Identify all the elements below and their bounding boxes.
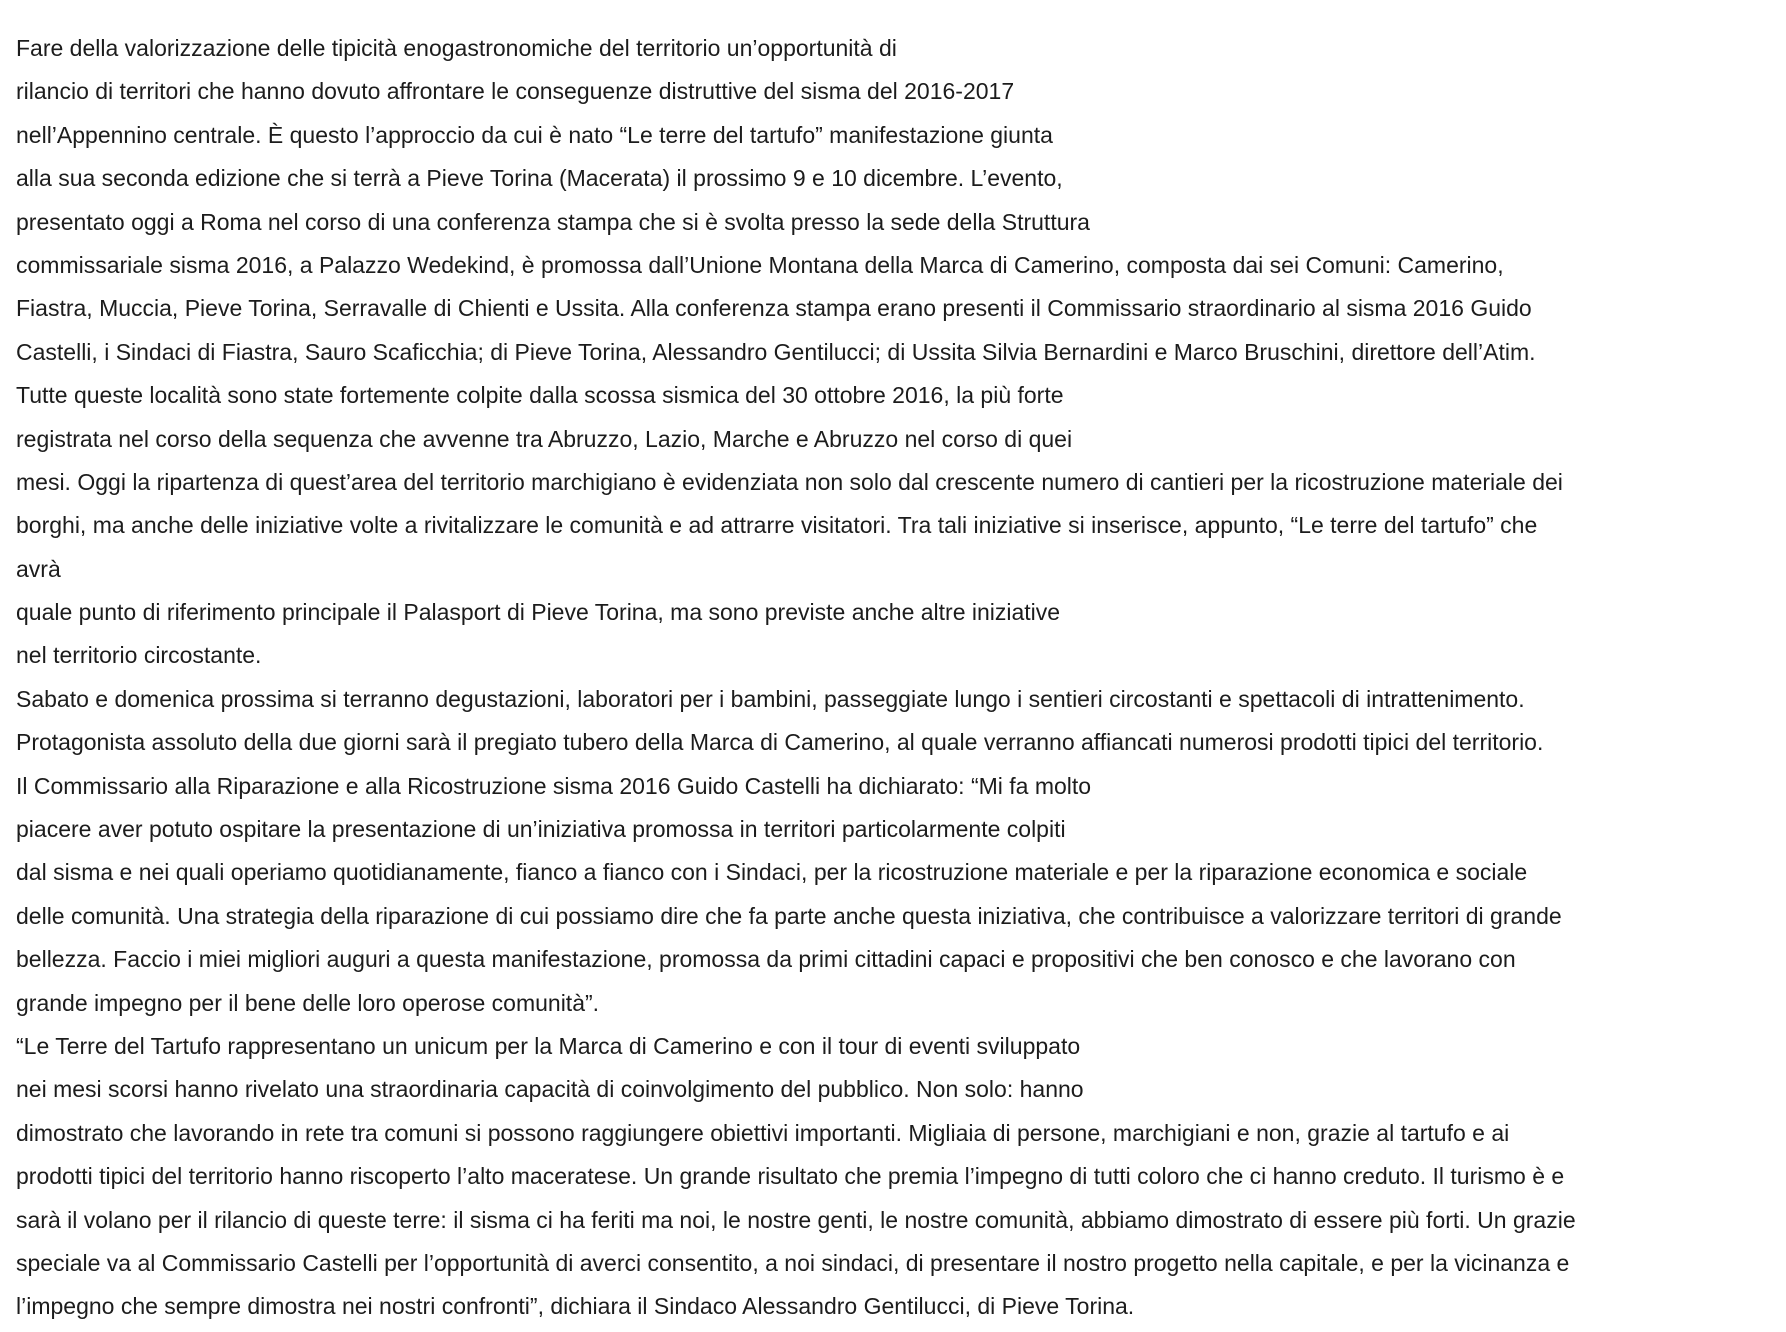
text-line: delle comunità. Una strategia della riparazione di cui possiamo dire che fa parte anche questa iniziativa, che contribuisce a valorizzare territori di grande (16, 902, 1562, 929)
text-line: borghi, ma anche delle iniziative volte a rivitalizzare le comunità e ad attrarre visitatori. Tra tali iniziative si inserisce, appunto, “Le terre del tartufo” che (16, 512, 1538, 539)
text-line: quale punto di riferimento principale il Palasport di Pieve Torina, ma sono previste anche altre iniziative (16, 599, 1061, 626)
text-line: grande impegno per il bene delle loro operose comunità”. (16, 989, 600, 1016)
text-line: Castelli, i Sindaci di Fiastra, Sauro Scaficchia; di Pieve Torina, Alessandro Gentilucci; di Ussita Silvia Bernardini e Marco Bruschini, direttore dell’Atim. (16, 338, 1536, 365)
text-line: Protagonista assoluto della due giorni sarà il pregiato tubero della Marca di Camerino, al quale verranno affiancati numerosi prodotti tipici del territorio. (16, 729, 1544, 756)
text-line: speciale va al Commissario Castelli per l’opportunità di averci consentito, a noi sindaci, di presentare il nostro progetto nella capitale, e per la vicinanza e (16, 1249, 1570, 1276)
text-line: avrà (16, 555, 61, 582)
text-line: l’impegno che sempre dimostra nei nostri confronti”, dichiara il Sindaco Alessandro Gentilucci, di Pieve Torina. (16, 1293, 1135, 1320)
text-line: piacere aver potuto ospitare la presentazione di un’iniziativa promossa in territori particolarmente colpiti (16, 816, 1066, 843)
text-line: presentato oggi a Roma nel corso di una conferenza stampa che si è svolta presso la sede della Struttura (16, 208, 1090, 235)
text-line: commissariale sisma 2016, a Palazzo Wedekind, è promossa dall’Unione Montana della Marca di Camerino, composta dai sei Comuni: Camerino, (16, 251, 1504, 278)
text-line: bellezza. Faccio i miei migliori auguri a questa manifestazione, promossa da primi cittadini capaci e propositivi che ben conosco e che lavorano con (16, 946, 1516, 973)
text-line: dimostrato che lavorando in rete tra comuni si possono raggiungere obiettivi importanti. Migliaia di persone, marchigiani e non, grazie al tartufo e ai (16, 1119, 1510, 1146)
article-body (16, 27, 1780, 1329)
text-line: Il Commissario alla Riparazione e alla Ricostruzione sisma 2016 Guido Castelli ha dichiarato: “Mi fa molto (16, 772, 1092, 799)
text-line: mesi. Oggi la ripartenza di quest’area del territorio marchigiano è evidenziata non solo dal crescente numero di cantieri per la ricostruzione materiale dei (16, 468, 1563, 495)
text-line: alla sua seconda edizione che si terrà a Pieve Torina (Macerata) il prossimo 9 e 10 dicembre. L’evento, (16, 165, 1063, 192)
text-line: nei mesi scorsi hanno rivelato una straordinaria capacità di coinvolgimento del pubblico. Non solo: hanno (16, 1076, 1084, 1103)
text-line: nell’Appennino centrale. È questo l’approccio da cui è nato “Le terre del tartufo” manifestazione giunta (16, 121, 1053, 148)
text-line: nel territorio circostante. (16, 642, 262, 669)
text-line: dal sisma e nei quali operiamo quotidianamente, fianco a fianco con i Sindaci, per la ricostruzione materiale e per la riparazione economica e sociale (16, 859, 1528, 886)
text-line: prodotti tipici del territorio hanno riscoperto l’alto maceratese. Un grande risultato che premia l’impegno di tutti coloro che ci hanno creduto. Il turismo è e (16, 1163, 1565, 1190)
text-line: “Le Terre del Tartufo rappresentano un unicum per la Marca di Camerino e con il tour di eventi sviluppato (16, 1032, 1081, 1059)
text-line: rilancio di territori che hanno dovuto affrontare le conseguenze distruttive del sisma del 2016-2017 (16, 78, 1015, 105)
text-line: sarà il volano per il rilancio di queste terre: il sisma ci ha feriti ma noi, le nostre genti, le nostre comunità, abbiamo dimostrato di essere più forti. Un grazie (16, 1206, 1576, 1233)
text-line: Fiastra, Muccia, Pieve Torina, Serravalle di Chienti e Ussita. Alla conferenza stampa erano presenti il Commissario straordinario al sisma 2016 Guido (16, 295, 1532, 322)
text-line: registrata nel corso della sequenza che avvenne tra Abruzzo, Lazio, Marche e Abruzzo nel corso di quei (16, 425, 1073, 452)
text-line: Sabato e domenica prossima si terranno degustazioni, laboratori per i bambini, passeggiate lungo i sentieri circostanti e spettacoli di intrattenimento. (16, 685, 1525, 712)
text-line: Tutte queste località sono state fortemente colpite dalla scossa sismica del 30 ottobre 2016, la più forte (16, 382, 1064, 409)
text-line: Fare della valorizzazione delle tipicità enogastronomiche del territorio un’opportunità di (16, 35, 897, 61)
